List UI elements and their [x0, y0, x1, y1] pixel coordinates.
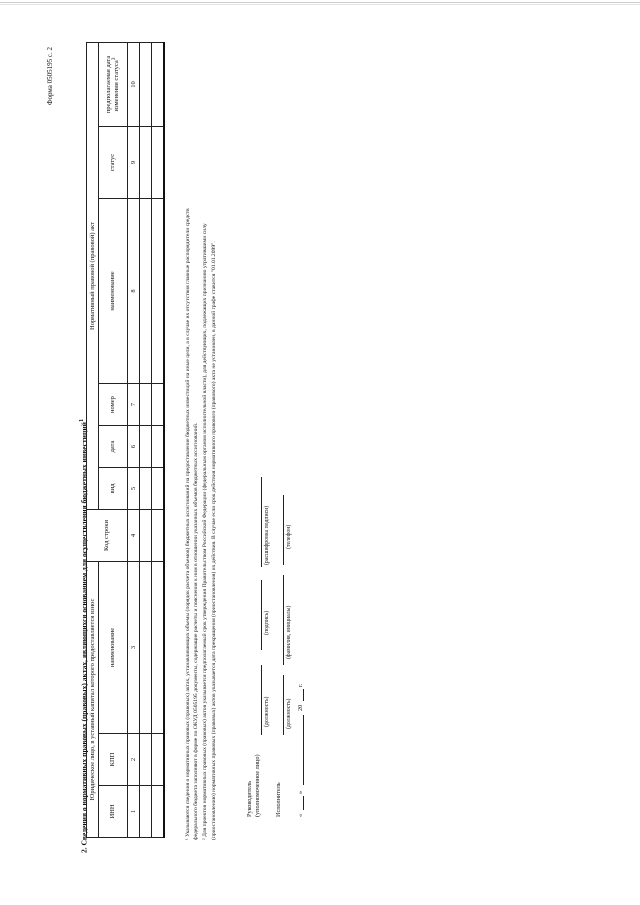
header-act-date: дата: [99, 426, 128, 468]
footnote-1-continued: федерального бюджета заполняют в форме по ОКУД 0505195 документы, содержащие расчеты и пояснения к ним в отношении указанных объемов бюджетных ассигнований.: [193, 422, 199, 840]
table-cell[interactable]: [140, 562, 152, 734]
head-decoding-caption: (расшифровка подписи): [264, 505, 270, 565]
date-month-line[interactable]: [303, 715, 304, 785]
table-cell[interactable]: [152, 562, 165, 734]
column-number: 7: [128, 384, 140, 426]
date-open-quote: «: [297, 813, 304, 817]
table-cell[interactable]: [140, 510, 152, 562]
table-cell[interactable]: [152, 384, 165, 426]
header-inn: ИНН: [99, 786, 128, 838]
head-signature-caption: (подпись): [264, 610, 270, 635]
head-label-authorized: (уполномоченное лицо): [254, 754, 261, 817]
executor-name-line[interactable]: [283, 575, 284, 665]
header-entity-name: наименование: [99, 562, 128, 734]
executor-position-caption: (должность): [286, 698, 292, 729]
section-title-text: 2. Сведения о нормативных правовых (правовых) актах, являющихся основанием для осуществления бюджетных инвестиций: [79, 422, 89, 853]
head-position-caption: (должность): [264, 696, 270, 727]
date-year-suffix: г.: [297, 683, 304, 687]
table-cell[interactable]: [140, 734, 152, 786]
table-row: [140, 42, 152, 837]
head-signature-line[interactable]: [261, 580, 262, 650]
column-number: 8: [128, 199, 140, 384]
header-act-number: номер: [99, 384, 128, 426]
executor-position-line[interactable]: [283, 675, 284, 735]
date-year-prefix: 20: [297, 704, 304, 711]
table-header-row-1: [87, 42, 99, 837]
executor-label: Исполнитель: [275, 782, 282, 817]
column-number: 2: [128, 734, 140, 786]
column-number-row: [128, 42, 140, 837]
column-number: 6: [128, 426, 140, 468]
table-cell[interactable]: [152, 786, 165, 838]
header-normative-act: Нормативный правовой (правовой) акт: [87, 42, 99, 509]
table-cell[interactable]: [140, 468, 152, 510]
header-status: статус: [99, 127, 128, 199]
table-cell[interactable]: [152, 510, 165, 562]
table-cell[interactable]: [140, 42, 152, 126]
header-status-date-footnote-mark: 3: [111, 57, 118, 61]
form-number: Форма 0505195 с. 2: [46, 46, 54, 105]
head-position-line[interactable]: [261, 665, 262, 735]
header-status-date-text: предполагаемая дата изменения статуса: [105, 55, 121, 114]
table-cell[interactable]: [152, 42, 165, 126]
column-number: 3: [128, 562, 140, 734]
table-cell[interactable]: [140, 384, 152, 426]
table-cell[interactable]: [152, 468, 165, 510]
column-number: 9: [128, 127, 140, 199]
table-cell[interactable]: [140, 127, 152, 199]
header-act-name: наименование: [99, 199, 128, 384]
header-status-date: [99, 42, 128, 126]
header-kpp: КПП: [99, 734, 128, 786]
table-cell[interactable]: [140, 199, 152, 384]
header-row-code: Код строки: [87, 510, 128, 562]
date-day-line[interactable]: [303, 796, 304, 810]
header-act-type: вид: [99, 468, 128, 510]
footnote-1: ¹ Указываются сведения о нормативных правовых (правовых) актах, устанавливающих объемы (порядок расчета объемов) бюджетных ассигнований на предоставление бюджетных инвестиций на иные цели, а в случае их отсутствия главные распорядители средств: [185, 208, 191, 840]
normative-acts-table: [86, 42, 165, 838]
date-close-quote: »: [297, 790, 304, 794]
table-cell[interactable]: [152, 426, 165, 468]
table-cell[interactable]: [140, 786, 152, 838]
column-number: 10: [128, 42, 140, 126]
table-header-row-2: [99, 42, 128, 837]
column-number: 4: [128, 510, 140, 562]
executor-phone-caption: (телефон): [286, 524, 292, 549]
head-decoding-line[interactable]: [261, 477, 262, 567]
table-cell[interactable]: [152, 127, 165, 199]
table-cell[interactable]: [152, 199, 165, 384]
footnote-2: ² Для проектов нормативных правовых (правовых) актов указывается предполагаемый срок утверждения Правительством Российской Федерации (федеральным органом исполнительной власти), для действующих, подлежащих признанию утратившими силу: [202, 223, 208, 840]
executor-phone-line[interactable]: [283, 495, 284, 565]
table-cell[interactable]: [140, 426, 152, 468]
table-row: [152, 42, 165, 837]
header-legal-entity: Юридическое лицо, в уставный капитал которого предоставляется взнос: [87, 562, 99, 838]
column-number: 1: [128, 786, 140, 838]
column-number: 5: [128, 468, 140, 510]
date-year-line[interactable]: [303, 689, 304, 701]
section-title-footnote-mark: 1: [78, 418, 85, 423]
table-cell[interactable]: [152, 734, 165, 786]
footnote-2-continued: (приостановлению) нормативных правовых (правовых) актов указывается дата прекращения (приостановления) их действия. В случае если срок действия нормативного правового (правового) акта не установлен, в данной графе ставится "01.01.2099".: [211, 241, 217, 840]
executor-name-caption: (фамилия, инициалы): [286, 605, 292, 659]
head-label: Руководитель: [246, 781, 253, 817]
